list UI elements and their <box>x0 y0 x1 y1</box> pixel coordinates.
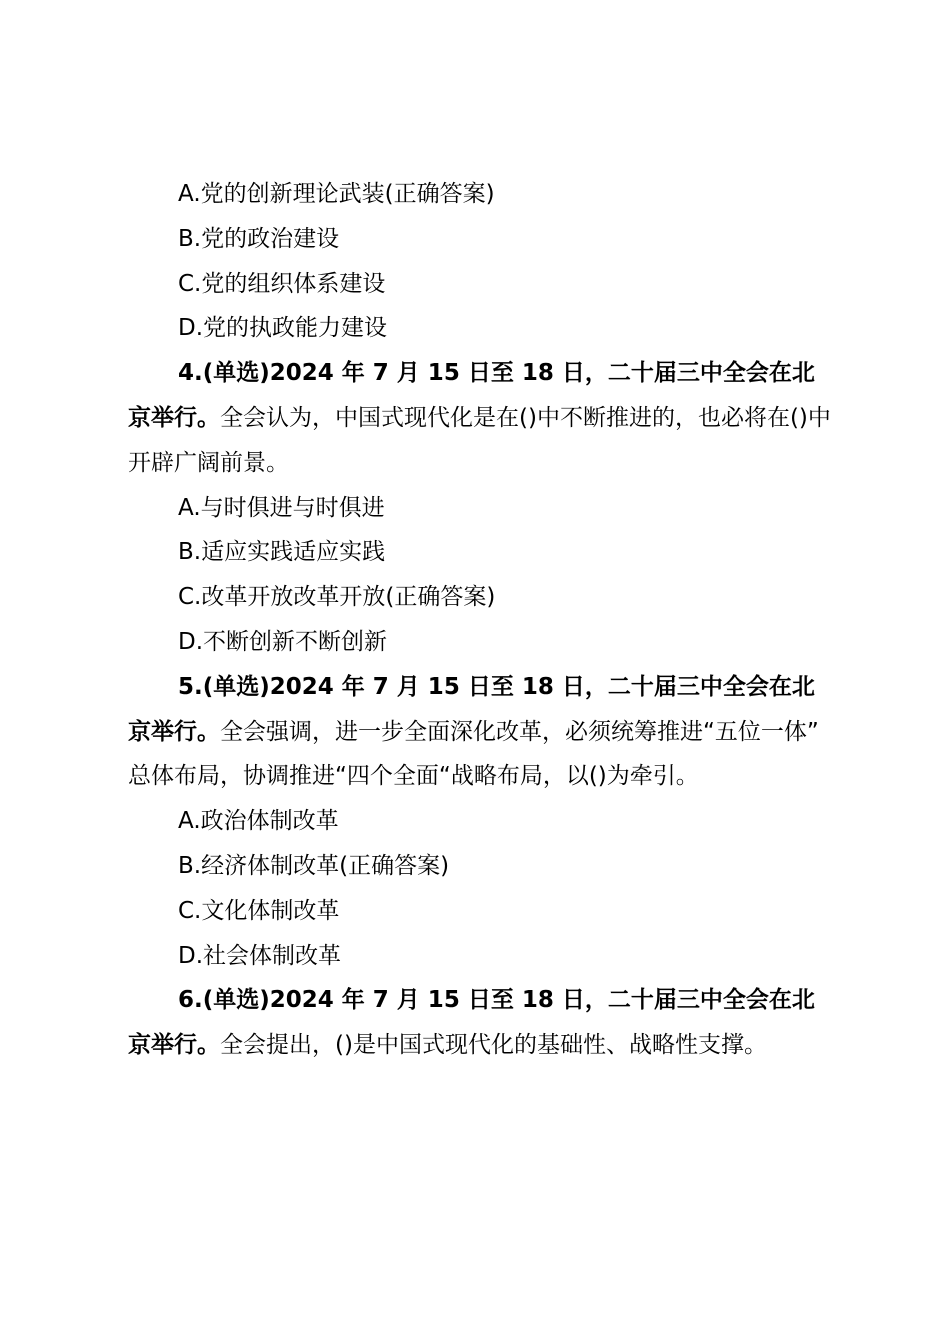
q4-option-c: C.改革开放改革开放(正确答案) <box>178 584 496 611</box>
q5-option-c: C.文化体制改革 <box>178 897 340 924</box>
q4-option-b: B.适应实践适应实践 <box>178 539 386 566</box>
question-5-head: 5.(单选)2024 年 7 月 15 日至 18 日，二十届三中全会在北京举行。 <box>128 673 815 745</box>
question-4-text: 全会认为，中国式现代化是在()中不断推进的，也必将在()中开辟广阔前景。 <box>128 404 831 476</box>
q5-option-b: B.经济体制改革(正确答案) <box>178 852 450 879</box>
q3-option-c: C.党的组织体系建设 <box>178 270 386 297</box>
q5-option-d: D.社会体制改革 <box>178 942 342 969</box>
q3-option-d: D.党的执政能力建设 <box>178 315 388 342</box>
question-6 <box>128 978 832 1068</box>
q4-option-a: A.与时俱进与时俱进 <box>178 494 385 521</box>
question-4 <box>128 351 832 485</box>
question-5-text: 全会强调，进一步全面深化改革，必须统筹推进“五位一体”总体布局，协调推进“四个全面“战略布局，以()为牵引。 <box>128 718 819 790</box>
q4-option-d: D.不断创新不断创新 <box>178 628 388 655</box>
q3-option-b: B.党的政治建设 <box>178 225 340 252</box>
question-6-head: 6.(单选)2024 年 7 月 15 日至 18 日，二十届三中全会在北京举行。 <box>128 987 815 1059</box>
q5-option-a: A.政治体制改革 <box>178 808 339 835</box>
question-4-head: 4.(单选)2024 年 7 月 15 日至 18 日，二十届三中全会在北京举行。 <box>128 360 815 431</box>
document-body <box>128 172 832 1068</box>
question-5 <box>128 665 832 799</box>
q3-option-a: A.党的创新理论武装(正确答案) <box>178 181 495 207</box>
question-6-text: 全会提出，()是中国式现代化的基础性、战略性支撑。 <box>220 1032 767 1059</box>
